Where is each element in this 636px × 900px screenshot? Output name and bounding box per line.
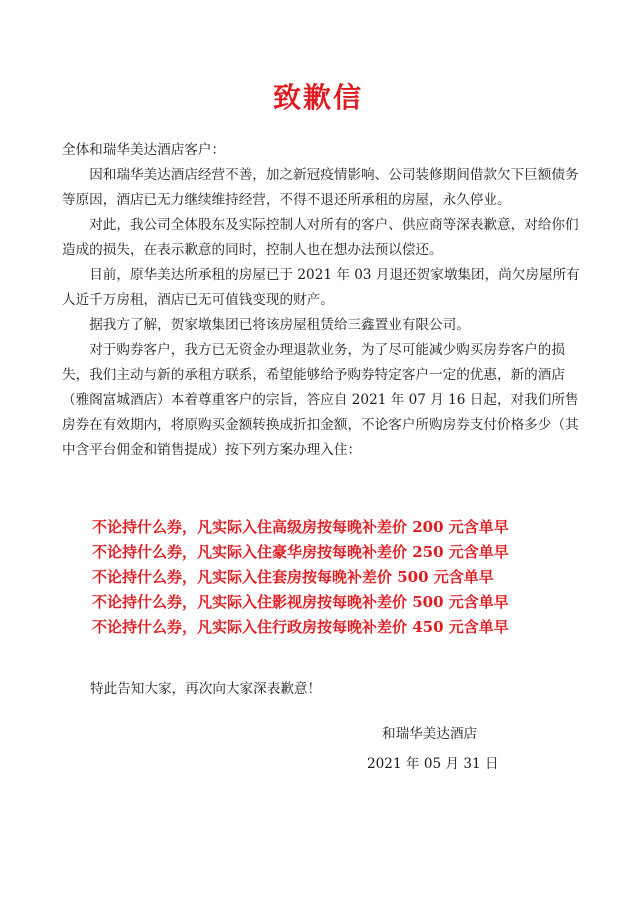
offer-item: 不论持什么券，凡实际入住影视房按每晚补差价 500 元含单早	[92, 593, 509, 611]
paragraph: 对此，我公司全体股东及实际控制人对所有的客户、供应商等深表歉意，对给你们造成的损失，在表示歉意的同时，控制人也在想办法预以偿还。	[62, 217, 579, 258]
letter-title: 致歉信	[272, 81, 363, 114]
paragraph: 据我方了解，贺家墩集团已将该房屋租赁给三鑫置业有限公司。	[89, 317, 470, 333]
offer-item: 不论持什么券，凡实际入住套房按每晚补差价 500 元含单早	[92, 568, 494, 586]
offer-item: 不论持什么券，凡实际入住行政房按每晚补差价 450 元含单早	[92, 618, 509, 636]
signature-date: 2021 年 05 月 31 日	[367, 756, 499, 772]
offer-list	[92, 515, 592, 640]
paragraph: 目前，原华美达所承租的房屋已于 2021 年 03 月退还贺家墩集团，尚欠房屋所有人近千万房租，酒店已无可值钱变现的财产。	[62, 267, 580, 308]
letter-body	[62, 163, 580, 463]
offer-item: 不论持什么券，凡实际入住豪华房按每晚补差价 250 元含单早	[92, 543, 509, 561]
greeting: 全体和瑞华美达酒店客户：	[62, 142, 226, 158]
signature-name: 和瑞华美达酒店	[382, 726, 478, 742]
paragraph: 对于购券客户，我方已无资金办理退款业务，为了尽可能减少购买房券客户的损失，我们主动与新的承租方联系，希望能够给予购券特定客户一定的优惠，新的酒店（雅阁富城酒店）本着尊重客户的宗旨，答应自 2021 年 07 月 16 日起，对我们所售房券在有效期内，将原购买金额转换成折扣金额，不论客户所购房券支付价格多少（其中含平台佣金和销售提成）按下列方案办理入住：	[62, 342, 579, 458]
offer-item: 不论持什么券，凡实际入住高级房按每晚补差价 200 元含单早	[92, 518, 509, 536]
closing-line: 特此告知大家，再次向大家深表歉意！	[90, 681, 322, 697]
paragraph: 因和瑞华美达酒店经营不善，加之新冠疫情影响、公司装修期间借款欠下巨额债务等原因，酒店已无力继续维持经营，不得不退还所承租的房屋，永久停业。	[62, 167, 579, 208]
